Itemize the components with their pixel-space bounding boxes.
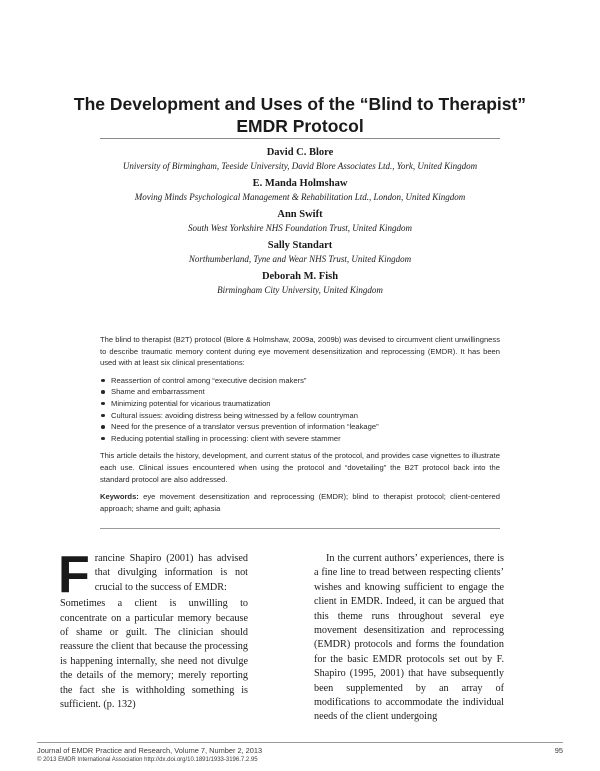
keywords-label: Keywords: <box>100 492 139 502</box>
page-footer <box>37 746 563 765</box>
footer-divider <box>37 742 563 743</box>
author-block <box>60 270 540 296</box>
list-item: Reducing potential stalling in processing: client with severe stammer <box>100 433 500 445</box>
title-line-1: The Development and Uses of the “Blind to Therapist” <box>73 94 527 114</box>
list-item: Reassertion of control among “executive decision makers” <box>100 375 500 387</box>
list-item: Shame and embarrassment <box>100 386 500 398</box>
article-title <box>70 93 530 137</box>
body-column-right <box>314 552 504 725</box>
author-name: Deborah M. Fish <box>261 271 339 282</box>
block-quote: Sometimes a client is unwilling to concentrate on a particular memory because of shame or guilt. The clinician should reassure the client that because the processing is happening internally, she need not divulge the details of the memory; merely reporting the fact she is withholding something is sufficient. (p. 132) <box>60 598 248 711</box>
drop-cap: F <box>58 546 90 604</box>
copyright-doi: © 2013 EMDR International Association http://dx.doi.org/10.1891/1933-3196.7.2.95 <box>37 757 258 763</box>
body-paragraph: In the current authors’ experiences, there is a fine line to tread between respecting clients’ wishes and knowing sufficient to engage the client in EMDR. Indeed, it can be argued that this theme runs throughout several eye movement desensitization and reprocessing (EMDR) protocols and forms the foundation for the basic EMDR protocols set out by F. Shapiro (1995, 2001) that have subsequently been supplemented by an array of modifications to accommodate the individual needs of the client undergoing <box>314 553 504 723</box>
keywords-text: eye movement desensitization and reprocessing (EMDR); blind to therapist protocol; client-centered approach; shame and guilt; aphasia <box>100 492 500 513</box>
abstract-intro: The blind to therapist (B2T) protocol (Blore & Holmshaw, 2009a, 2009b) was devised to circumvent client unwillingness to describe traumatic memory content during eye movement desensitization and reprocessing (EMDR). It has been used with at least six clinical presentations: <box>100 335 500 368</box>
body-column-left <box>58 546 248 712</box>
author-list <box>60 146 540 301</box>
abstract <box>100 334 500 520</box>
author-block <box>60 177 540 203</box>
author-name: David C. Blore <box>266 147 334 158</box>
abstract-bullet-list <box>100 375 500 445</box>
title-divider <box>100 138 500 139</box>
author-block <box>60 239 540 265</box>
author-affiliation: Moving Minds Psychological Management & Rehabilitation Ltd., London, United Kingdom <box>134 192 466 202</box>
opening-paragraph <box>58 546 248 604</box>
author-block <box>60 208 540 234</box>
section-divider <box>100 528 500 529</box>
author-block <box>60 146 540 172</box>
abstract-details: This article details the history, development, and current status of the protocol, and provides case vignettes to illustrate each use. Clinical issues encountered when using the protocol and “dovetailing” the B2T protocol back into the standard protocol are also addressed. <box>100 451 500 484</box>
author-affiliation: University of Birmingham, Teeside University, David Blore Associates Ltd., York, United Kingdom <box>122 161 478 171</box>
author-affiliation: South West Yorkshire NHS Foundation Trust, United Kingdom <box>187 223 413 233</box>
page-number: 95 <box>554 746 563 755</box>
keywords <box>100 491 500 514</box>
author-affiliation: Birmingham City University, United Kingdom <box>217 285 383 295</box>
opening-text: rancine Shapiro (2001) has advised that divulging information is not crucial to the success of EMDR: <box>94 553 248 593</box>
journal-citation: Journal of EMDR Practice and Research, Volume 7, Number 2, 2013 <box>37 746 263 755</box>
author-name: Sally Standart <box>267 240 333 251</box>
author-name: E. Manda Holmshaw <box>252 178 348 189</box>
list-item: Minimizing potential for vicarious traumatization <box>100 398 500 410</box>
list-item: Cultural issues: avoiding distress being witnessed by a fellow countryman <box>100 410 500 422</box>
author-name: Ann Swift <box>277 209 323 220</box>
title-line-2: EMDR Protocol <box>236 116 364 136</box>
author-affiliation: Northumberland, Tyne and Wear NHS Trust, United Kingdom <box>188 254 412 264</box>
list-item: Need for the presence of a translator versus prevention of information “leakage” <box>100 421 500 433</box>
